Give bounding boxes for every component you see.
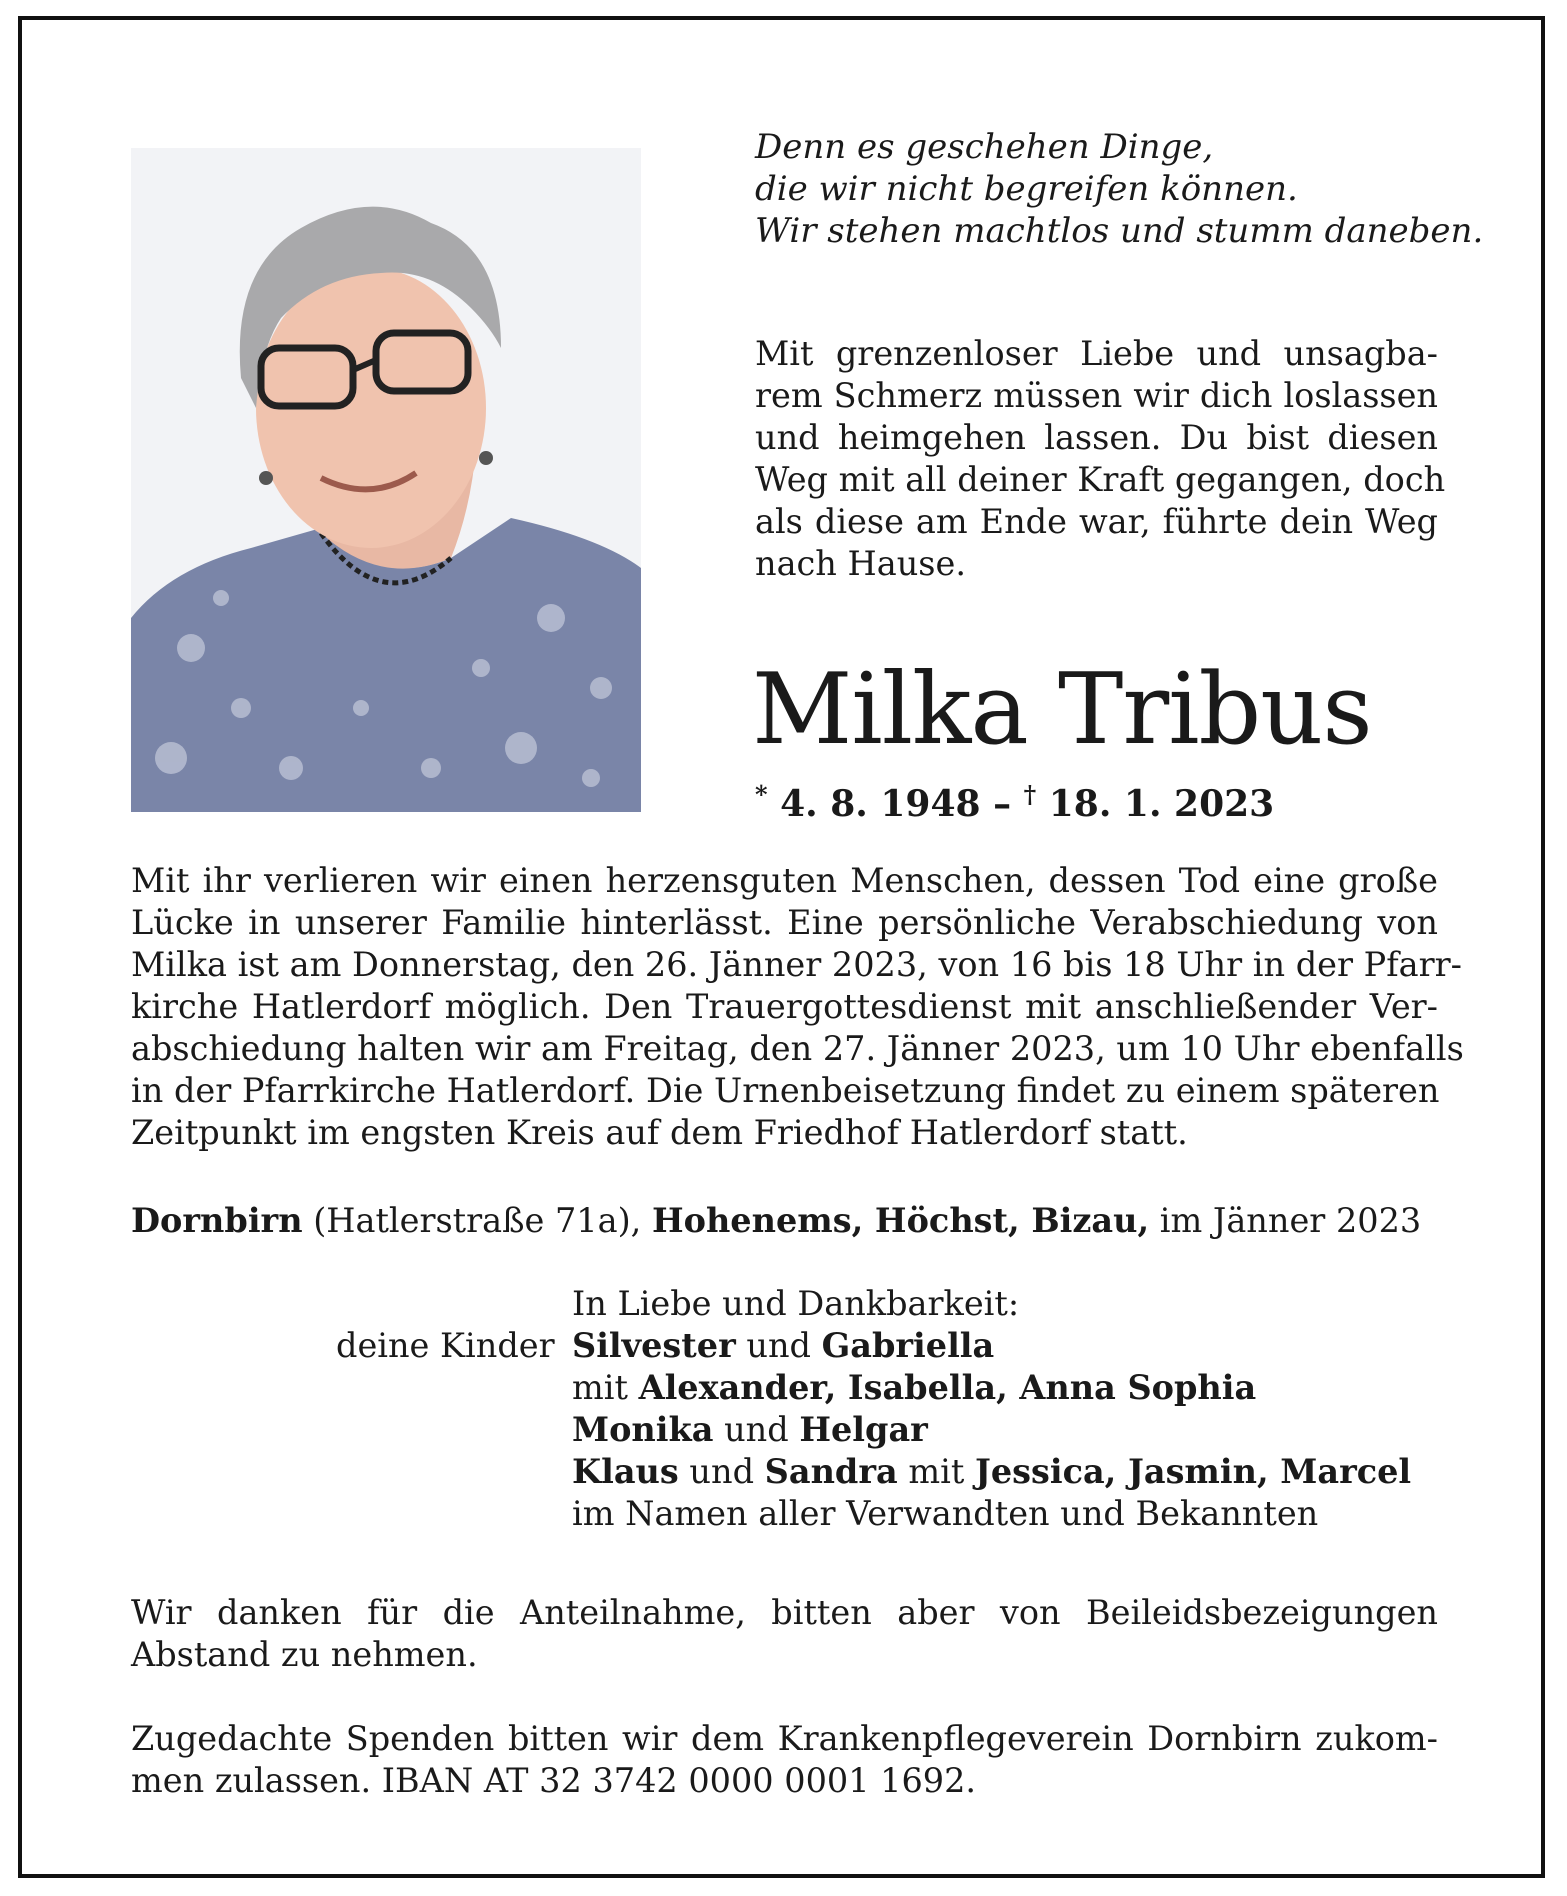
family-conj: und — [678, 1452, 765, 1491]
donation-line: men zulassen. IBAN AT 32 3742 0000 0001 1692. — [131, 1761, 977, 1800]
family-line: im Namen aller Verwandten und Bekannten — [572, 1494, 1319, 1533]
place-address: (Hatlerstraße 71a), — [302, 1201, 652, 1240]
family-line — [572, 1367, 1411, 1409]
body-line: kirche Hatlerdorf möglich. Den Trauergottesdienst mit anschließender Ver- — [131, 987, 1438, 1026]
family-conj: mit — [572, 1368, 639, 1407]
body-line: abschiedung halten wir am Freitag, den 27. Jänner 2023, um 10 Uhr ebenfalls — [131, 1029, 1464, 1068]
deceased-name: Milka Tribus — [752, 653, 1372, 767]
poem-line: die wir nicht begreifen können. — [755, 169, 1298, 209]
place-dornbirn: Dornbirn — [131, 1201, 303, 1240]
thanks-line: Wir danken für die Anteilnahme, bitten aber von Beileidsbezeigungen — [131, 1593, 1438, 1632]
service-details-paragraph — [131, 860, 1464, 1154]
poem-line: Wir stehen machtlos und stumm daneben. — [755, 211, 1484, 251]
family-name: Jessica, Jasmin, Marcel — [974, 1452, 1412, 1491]
places-other: Hohenems, Höchst, Bizau, — [651, 1201, 1150, 1240]
intro-line: nach Hause. — [755, 544, 966, 583]
body-line: Zeitpunkt im engsten Kreis auf dem Friedhof Hatlerdorf statt. — [131, 1113, 1188, 1152]
intro-line: Mit grenzenloser Liebe und unsagba- — [755, 334, 1438, 373]
place-date: im Jänner 2023 — [1149, 1201, 1422, 1240]
family-name: Sandra — [764, 1452, 898, 1491]
body-line: in der Pfarrkirche Hatlerdorf. Die Urnenbeisetzung findet zu einem späteren — [131, 1071, 1440, 1110]
family-name: Silvester — [572, 1326, 736, 1365]
life-dates — [755, 780, 1274, 825]
family-conj: mit — [897, 1452, 975, 1491]
death-date: 18. 1. 2023 — [1048, 783, 1275, 825]
poem-verse — [755, 126, 1484, 252]
thanks-heading: In Liebe und Dankbarkeit: — [572, 1284, 1020, 1323]
body-line: Lücke in unserer Familie hinterlässt. Eine persönliche Verabschiedung von — [131, 903, 1438, 942]
family-line — [572, 1451, 1411, 1493]
thanks-paragraph — [131, 1592, 1438, 1676]
intro-line: als diese am Ende war, führte dein Weg — [755, 502, 1438, 541]
intro-paragraph — [755, 333, 1446, 585]
family-conj: und — [735, 1326, 822, 1365]
thanks-line: Abstand zu nehmen. — [131, 1635, 478, 1674]
family-line — [572, 1325, 1411, 1367]
intro-line: und heimgehen lassen. Du bist diesen — [755, 418, 1438, 457]
donation-paragraph — [131, 1718, 1438, 1802]
family-name: Monika — [572, 1410, 714, 1449]
places-line — [131, 1200, 1421, 1242]
body-line: Mit ihr verlieren wir einen herzensguten Menschen, dessen Tod eine große — [131, 861, 1438, 900]
family-list — [572, 1325, 1411, 1535]
family-name: Alexander, Isabella, Anna Sophia — [638, 1368, 1257, 1407]
birth-symbol: * — [755, 780, 768, 809]
poem-line: Denn es geschehen Dinge, — [755, 127, 1214, 167]
body-line: Milka ist am Donnerstag, den 26. Jänner 2023, von 16 bis 18 Uhr in der Pfarr- — [131, 945, 1462, 984]
intro-line: Weg mit all deiner Kraft gegangen, doch — [755, 460, 1446, 499]
portrait-photo — [131, 148, 641, 812]
family-line — [572, 1409, 1411, 1451]
birth-date: 4. 8. 1948 — [780, 783, 981, 825]
date-separator: – — [993, 783, 1012, 825]
kids-label: deine Kinder — [336, 1326, 555, 1365]
family-name: Gabriella — [821, 1326, 995, 1365]
donation-line: Zugedachte Spenden bitten wir dem Krankenpflegeverein Dornbirn zukom- — [131, 1719, 1438, 1758]
family-name: Helgar — [799, 1410, 928, 1449]
intro-line: rem Schmerz müssen wir dich loslassen — [755, 376, 1438, 415]
family-conj: und — [713, 1410, 800, 1449]
death-symbol: † — [1023, 780, 1037, 809]
family-name: Klaus — [572, 1452, 679, 1491]
